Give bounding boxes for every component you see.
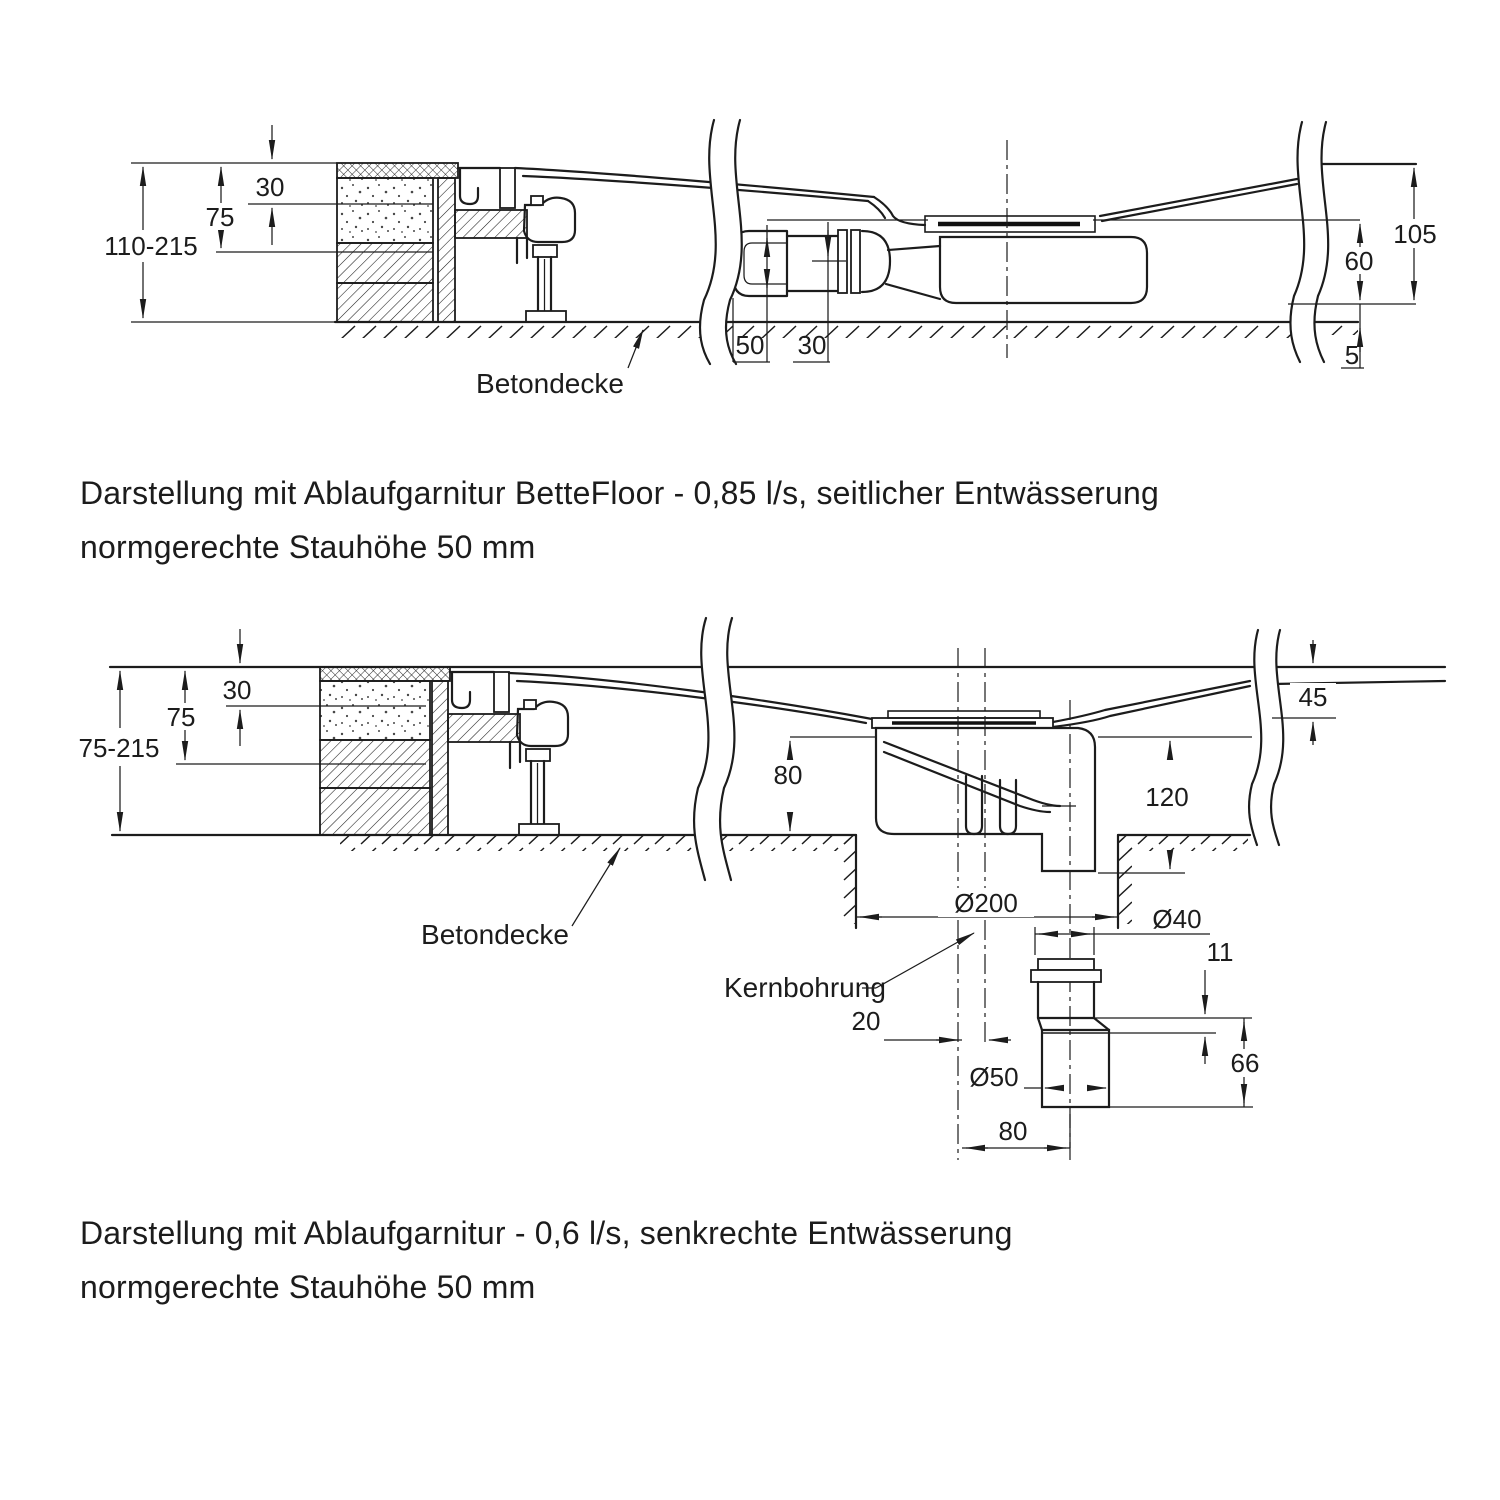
dim-gap-label: 5 [1344,340,1360,370]
dim-tile-layer-2 [218,629,258,746]
dim-tile-layer-2-label: 30 [222,675,252,705]
dim-tray-height-2-label: 45 [1298,682,1328,712]
dim-drop-label: 30 [797,330,827,360]
dim-axis-offset-label: 20 [851,1006,881,1036]
diagram-2-caption-line2: normgerechte Stauhöhe 50 mm [80,1269,536,1305]
dim-core-depth-label: 120 [1145,782,1189,812]
dim-outlet-height-label: 60 [1344,246,1374,276]
dim-build-height-1-label: 75 [205,202,235,232]
diagram-1-caption [80,466,1159,574]
dim-trap-height [766,741,811,831]
dim-core-diameter-label: Ø200 [954,888,1018,918]
dim-trap-height-label: 80 [773,760,803,790]
diagram-2-wall-section [320,667,450,835]
dim-overall-height-2 [71,671,168,831]
dim-socket-lip [1205,937,1234,1064]
diagram-1-caption-line2: normgerechte Stauhöhe 50 mm [80,529,536,565]
betondecke-1-text: Betondecke [476,368,624,399]
kernbohrung-label [724,933,974,1003]
diagram-1-wall-section [337,163,458,322]
diagram-2-vertical-drain [71,618,1445,1160]
dim-tray-height-1-label: 105 [1393,219,1437,249]
kernbohrung-text: Kernbohrung [724,972,886,1003]
dim-seal-height-label: 50 [735,330,765,360]
dim-tray-height-1 [1385,168,1445,300]
diagram-2-tray-sheet [110,667,1445,727]
dim-axis-offset [852,1006,1011,1040]
diagram-2-break-line-right [1249,630,1283,845]
diagram-2-caption [80,1206,1013,1314]
dim-pipe-diameter-50-label: Ø50 [969,1062,1019,1092]
diagram-1-break-line-right [1290,122,1328,362]
diagram-2-adjustable-foot [519,749,559,835]
dim-overall-height-1 [102,167,199,318]
dim-socket-lip-label: 11 [1206,937,1234,967]
diagram-1-dimensions [102,125,1445,399]
dim-fitting-height [1223,1018,1267,1107]
diagram-2-caption-line1: Darstellung mit Ablaufgarnitur - 0,6 l/s, senkrechte Entwässerung [80,1215,1013,1251]
diagram-1-side-drain [102,120,1445,399]
dim-overall-height-2-label: 75-215 [78,733,160,763]
dim-overall-height-1-label: 110-215 [104,231,198,261]
dim-pipe-diameter-40-label: Ø40 [1152,904,1202,934]
dim-horizontal-offset [962,1114,1070,1148]
diagram-1-floor [335,322,1358,338]
dim-build-height-1 [199,167,242,248]
dim-outlet-height [1337,224,1382,300]
dim-core-diameter [856,888,1118,918]
dim-fitting-height-label: 66 [1230,1048,1260,1078]
dim-pipe-diameter-50 [969,1062,1106,1092]
dim-build-height-2-label: 75 [166,702,196,732]
dim-tray-height-2 [1290,640,1336,745]
dim-gap [1341,304,1364,370]
dim-tile-layer-1 [251,125,291,245]
betondecke-label-2 [421,848,620,950]
diagram-2-floor [112,835,1250,928]
betondecke-label-1 [476,330,643,399]
dim-horizontal-offset-label: 80 [998,1116,1028,1146]
dim-tile-layer-1-label: 30 [255,172,285,202]
diagram-1-caption-line1: Darstellung mit Ablaufgarnitur BetteFloor - 0,85 l/s, seitlicher Entwässerung [80,475,1160,511]
betondecke-2-text: Betondecke [421,919,569,950]
diagram-1-adjustable-foot [526,245,566,322]
diagram-2-dimensions [71,629,1336,1148]
